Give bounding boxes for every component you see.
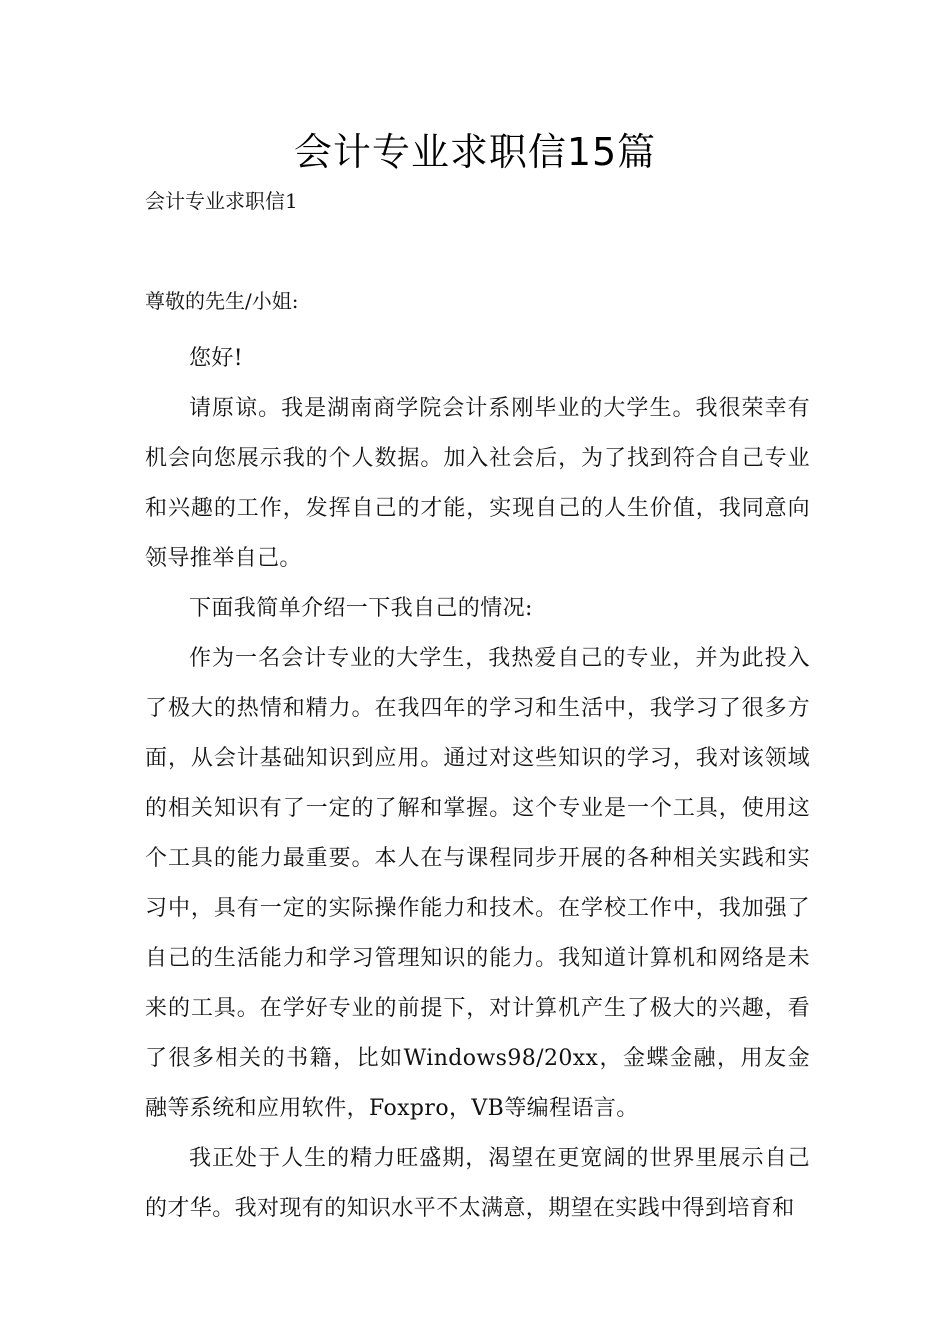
letter-heading: 会计专业求职信1: [145, 189, 298, 213]
paragraph-education: 作为一名会计专业的大学生，我热爱自己的专业，并为此投入了极大的热情和精力。在我四年的学习和生活中，我学习了很多方面，从会计基础知识到应用。通过对这些知识的学习，我对该领域的相关知识有了一定的了解和掌握。这个专业是一个工具，使用这个工具的能力最重要。本人在与课程同步开展的各种相关实践和实习中，具有一定的实际操作能力和技术。在学校工作中，我加强了自己的生活能力和学习管理知识的能力。我知道计算机和网络是未来的工具。在学好专业的前提下，对计算机产生了极大的兴趣，看了很多相关的书籍，比如Windows98/20xx，金蝶金融，用友金融等系统和应用软件，Foxpro，VB等编程语言。: [145, 646, 810, 1121]
paragraph-transition: 下面我简单介绍一下我自己的情况:: [189, 596, 533, 621]
letter-body: [145, 334, 810, 1234]
paragraph-aspiration: 我正处于人生的精力旺盛期，渴望在更宽阔的世界里展示自己的才华。我对现有的知识水平不太满意，期望在实践中得到培育和: [145, 1146, 810, 1221]
document-title: 会计专业求职信15篇: [293, 130, 657, 174]
salutation: 尊敬的先生/小姐:: [145, 289, 299, 313]
paragraph-greeting: 您好!: [189, 346, 244, 371]
paragraph-introduction: 请原谅。我是湖南商学院会计系刚毕业的大学生。我很荣幸有机会向您展示我的个人数据。加入社会后，为了找到符合自己专业和兴趣的工作，发挥自己的才能，实现自己的人生价值，我同意向领导推举自己。: [145, 396, 810, 571]
